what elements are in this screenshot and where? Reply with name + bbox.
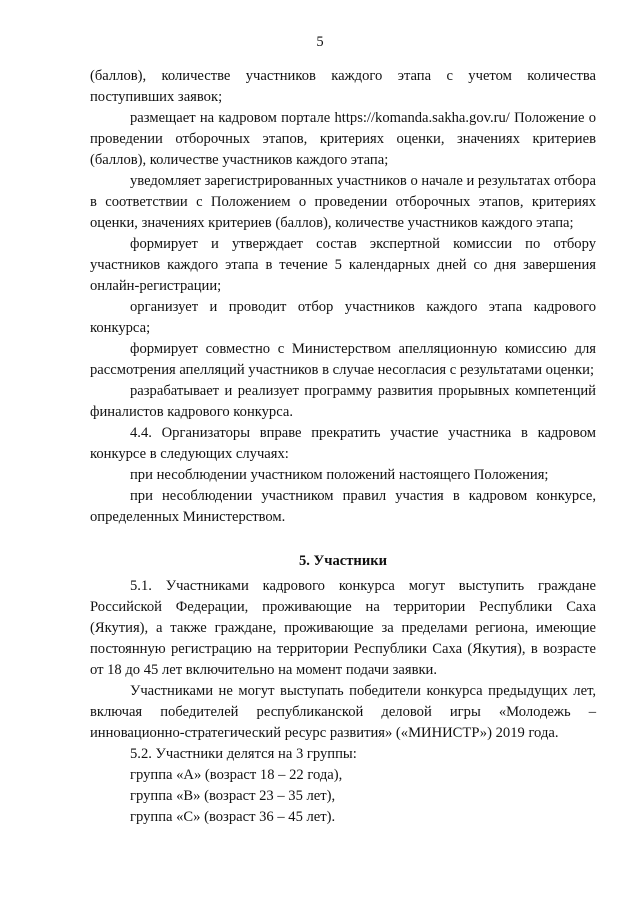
section-4-list [90, 66, 596, 528]
paragraph: группа «В» (возраст 23 – 35 лет), [130, 788, 336, 804]
paragraph: организует и проводит отбор участников каждого этапа кадрового конкурса; [90, 299, 596, 336]
paragraph: группа «С» (возраст 36 – 45 лет). [130, 809, 336, 825]
paragraph: размещает на кадровом портале https://komanda.sakha.gov.ru/ Положение о проведении отборочных этапов, критериях оценки, значениях критериев (баллов), количестве участников каждого этапа; [90, 110, 596, 168]
document-body [90, 66, 596, 828]
section-heading: 5. Участники [298, 553, 388, 569]
paragraph: при несоблюдении участником правил участия в кадровом конкурсе, определенных Министерством. [90, 488, 596, 525]
paragraph: уведомляет зарегистрированных участников о начале и результатах отбора в соответствии с Положением о проведении отборочных этапов, критериях оценки, значениях критериев (баллов), количестве участников каждого этапа; [90, 173, 596, 231]
paragraph: формирует совместно с Министерством апелляционную комиссию для рассмотрения апелляций участников в случае несогласия с результатами оценки; [90, 341, 596, 378]
paragraph: (баллов), количестве участников каждого этапа с учетом количества поступивших заявок; [90, 68, 596, 105]
paragraph: при несоблюдении участником положений настоящего Положения; [130, 467, 549, 483]
paragraph: разрабатывает и реализует программу развития прорывных компетенций финалистов кадрового конкурса. [90, 383, 596, 420]
paragraph: группа «А» (возраст 18 – 22 года), [130, 767, 343, 783]
paragraph: 5.2. Участники делятся на 3 группы: [130, 746, 357, 762]
page-number: 5 [316, 34, 324, 50]
paragraph: 5.1. Участниками кадрового конкурса могут выступить граждане Российской Федерации, проживающие на территории Республики Саха (Якутия), а также граждане, проживающие за пределами региона, имеющие постоянную регистрацию на территории Республики Саха (Якутия), в возрасте от 18 до 45 лет включительно на момент подачи заявки. [90, 578, 596, 678]
paragraph: Участниками не могут выступать победители конкурса предыдущих лет, включая победителей республиканской деловой игры «Молодежь – инновационно-стратегический ресурс развития» («МИНИСТР») 2019 года. [90, 683, 596, 741]
section-5-list [90, 576, 596, 828]
paragraph: 4.4. Организаторы вправе прекратить участие участника в кадровом конкурсе в следующих случаях: [90, 425, 596, 462]
paragraph: формирует и утверждает состав экспертной комиссии по отбору участников каждого этапа в течение 5 календарных дней со дня завершения онлайн-регистрации; [90, 236, 596, 294]
